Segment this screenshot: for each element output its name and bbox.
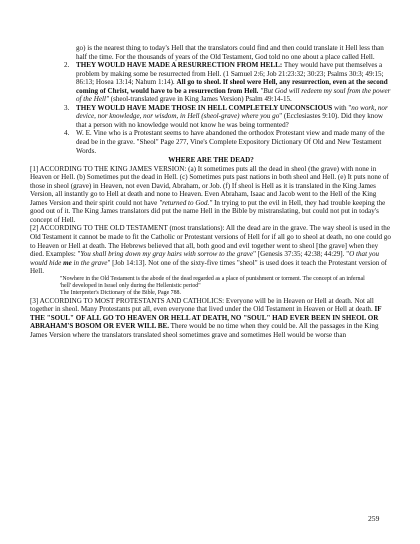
item-text: W. E. Vine who is a Protestant seems to have abandoned the orthodox Protestant view and made many of the dead be in the grave. "Sheol" Page 277, Vine's Complete Expository Dictionary Of Old and New Testament Words. xyxy=(76,129,385,155)
paragraph-kjv xyxy=(30,165,392,225)
item-quote: no work, nor device, nor knowledge, nor wisdom, in Hell (sheol-grave) where you go xyxy=(76,103,388,121)
paragraph-quote: in the grave xyxy=(71,258,108,267)
paragraph-text: [1] ACCORDING TO THE KING JAMES VERSION: (a) It sometimes puts all the dead in sheol (the grave) with none in Heaven or Hell. (b) Sometimes put the dead in Hell. (c) Sometimes puts past nations in both sheol and Hell. (e) It puts none of those in sheol (grave) in Heaven, not even David, Abraham, or Job. (f) If sheol is Hell as it is translated in the King James Version, all instantly go to Hell at death and none to Heaven. Even Abraham, Isaac and Jacob went to the Hell of the King James Version and their spirit could not have xyxy=(30,164,389,207)
page-number: 259 xyxy=(368,514,380,523)
paragraph-bold: IF THE "SOUL" OF ALL GO TO HEAVEN OR HELL AT DEATH, NO "SOUL" HAD EVER BEEN IN SHEOL OR ABRAHAM'S BOSOM OR EVER WILL BE. xyxy=(30,305,382,331)
paragraph-protestants xyxy=(30,297,392,340)
list-item-4 xyxy=(30,129,392,155)
numbered-list xyxy=(30,61,392,155)
item-bold-heading: THEY WOULD HAVE MADE THOSE IN HELL COMPLETELY UNCONSCIOUS xyxy=(76,103,333,112)
paragraph-text: " [Genesis 37:35; 42:38; 44:29]. " xyxy=(253,250,350,259)
section-heading: WHERE ARE THE DEAD? xyxy=(168,156,254,165)
continued-paragraph: go) is the nearest thing to today's Hell that the translators could find and then could translate it Hell less than half the time. For the thousands of years of the Old Testament, God told no one about a place called Hell. xyxy=(76,44,384,61)
paragraph-quote: "returned to God." xyxy=(159,198,213,207)
item-text: They would have put themselves a problem by making some be resurrected from Hell. (1 Samuel 2:6; Job 21:23:32; 30:23; Psalms 30:3; 49:15; 86:13; Hosea 13:14; Nahum 1:14). xyxy=(76,61,384,87)
paragraph-old-testament xyxy=(30,224,392,275)
paragraph-text: [3] ACCORDING TO MOST PROTESTANTS AND CATHOLICS: Everyone will be in Heaven or Hell at death. Not all together in sheol. Many Protestants put all, even everyone that lived under the Old Testament in Heaven or Hell at death. xyxy=(30,296,375,314)
item-bold-text: All go to sheol. If sheol were Hell, any resurrection, even at the second coming of Christ, would have to be a resurrection from Hell. xyxy=(76,78,388,95)
paragraph-emphasis: me xyxy=(63,258,72,267)
paragraph-text: [2] ACCORDING TO THE OLD TESTAMENT (most translations): All the dead are in the grave. The way sheol is used in the Old Testament it cannot be made to fit the Catholic or Protestant versions of Hell for if all go to sheol at death, no one could go to Heaven or Hell at death. The Hebrews believed that all, both good and evil together went to sheol [the grave] when they died. Examples: " xyxy=(30,224,391,259)
list-number: 4. xyxy=(64,129,70,138)
block-quote: "Nowhere in the Old Testament is the abode of the dead regarded as a place of punishment or torment. The concept of an infernal 'hell' developed in Israel only during the Hellenistic period" xyxy=(60,275,365,289)
item-text: " (Ecclesiastes 9:10). Did they know that a person with no knowledge would not know he was being tormented? xyxy=(76,112,384,129)
paragraph-quote: You shall bring down my gray hairs with sorrow to the grave xyxy=(80,250,254,259)
document-page xyxy=(30,44,392,340)
quote-citation: The Interpreter's Dictionary of the Bible, Page 788. xyxy=(60,289,181,296)
item-quote: "But God will redeem my soul from the power of the Hell" xyxy=(76,86,391,104)
item-bold-heading: THEY WOULD HAVE MADE A RESURRECTION FROM HELL: xyxy=(76,61,283,70)
item-text: (sheol-translated grave in King James Version) Psalm 49:14-15. xyxy=(108,95,292,104)
paragraph-text: In trying to put the evil in Hell, they had trouble keeping the good out of it. The King James translators did put the name Hell in the Bible by mistranslating, but could not put in today's concept of Hell. xyxy=(30,198,386,224)
list-item-2 xyxy=(30,61,392,104)
list-item-3 xyxy=(30,104,392,130)
item-text: with " xyxy=(332,103,352,112)
list-number: 2. xyxy=(64,61,70,70)
paragraph-quote: O that you would hide xyxy=(30,250,380,267)
paragraph-text: " [Job 14:13]. Not one of the sixty-five times "sheol" is used does it teach the Protestant version of Hell. xyxy=(30,258,388,276)
list-number: 3. xyxy=(64,103,70,112)
paragraph-text: There would be no time when they could be. All the passages in the King James Version where the translators translated sheol sometimes grave and sometimes Hell would be worse than xyxy=(30,322,379,339)
